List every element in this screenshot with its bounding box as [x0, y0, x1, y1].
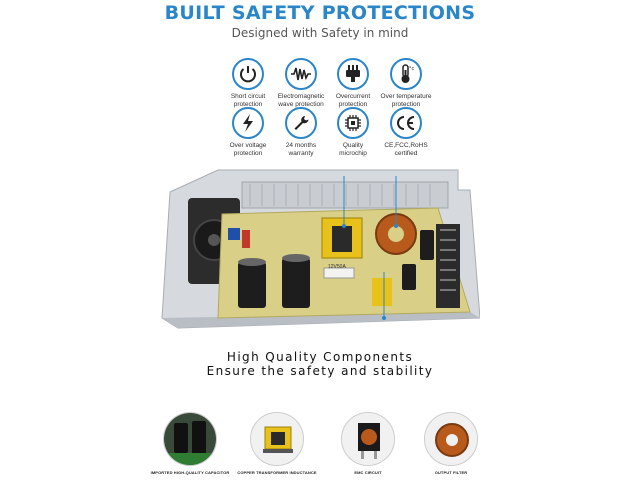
feature-label-line1: Quality: [342, 142, 364, 149]
component-transformer: [227, 412, 327, 475]
page-title: BUILT SAFETY PROTECTIONS: [164, 2, 476, 24]
component-output-filter: [401, 412, 501, 475]
component-label: EMC CIRCUIT: [354, 470, 382, 475]
feature-label-line1: Short circuit: [230, 93, 266, 100]
component-label: COPPER TRANSFORMER INDUCTANCE: [237, 470, 317, 475]
page-subtitle: Designed with Safety in mind: [231, 26, 409, 40]
feature-label-line2: protection: [391, 100, 421, 108]
ce-mark-icon: [390, 107, 422, 139]
component-label: IMPORTED HIGH-QUALITY CAPACITOR: [150, 470, 230, 475]
feature-label-line2: protection: [233, 149, 263, 157]
feature-label-line1: Over voltage: [229, 142, 267, 149]
feature-label-line2: protection: [233, 100, 263, 108]
lightning-icon: [232, 107, 264, 139]
capacitor-photo: [163, 412, 217, 466]
feature-label-line2: warranty: [288, 149, 314, 157]
feature-label-line1: 24 months: [285, 142, 317, 149]
quality-headline-line2: Ensure the safety and stability: [206, 364, 434, 378]
feature-label-line1: Electromagnetic: [277, 93, 325, 100]
power-supply-illustration: [158, 168, 480, 340]
emc-photo: [341, 412, 395, 466]
feature-label-line1: CE,FCC,RoHS: [384, 142, 428, 149]
feature-label-line2: microchip: [339, 149, 367, 157]
plug-icon: [337, 58, 369, 90]
feature-label-line1: Over temperature: [380, 93, 432, 100]
microchip-icon: [337, 107, 369, 139]
component-label: OUTPUT FILTER: [434, 470, 468, 475]
thermometer-icon: [390, 58, 422, 90]
board-marking: 12V50A: [328, 264, 346, 270]
power-icon: [232, 58, 264, 90]
feature-label-line1: Overcurrent: [335, 93, 371, 100]
feature-certified: [366, 107, 446, 157]
transformer-photo: [250, 412, 304, 466]
quality-headline-line1: High Quality Components: [226, 350, 414, 364]
feature-label-line2: wave protection: [278, 100, 324, 108]
output-filter-photo: [424, 412, 478, 466]
svg-text:°c: °c: [409, 66, 415, 72]
feature-over-temperature: [366, 58, 446, 108]
feature-label-line2: certified: [394, 149, 418, 157]
feature-label-line2: protection: [338, 100, 368, 108]
component-capacitor: [140, 412, 240, 475]
